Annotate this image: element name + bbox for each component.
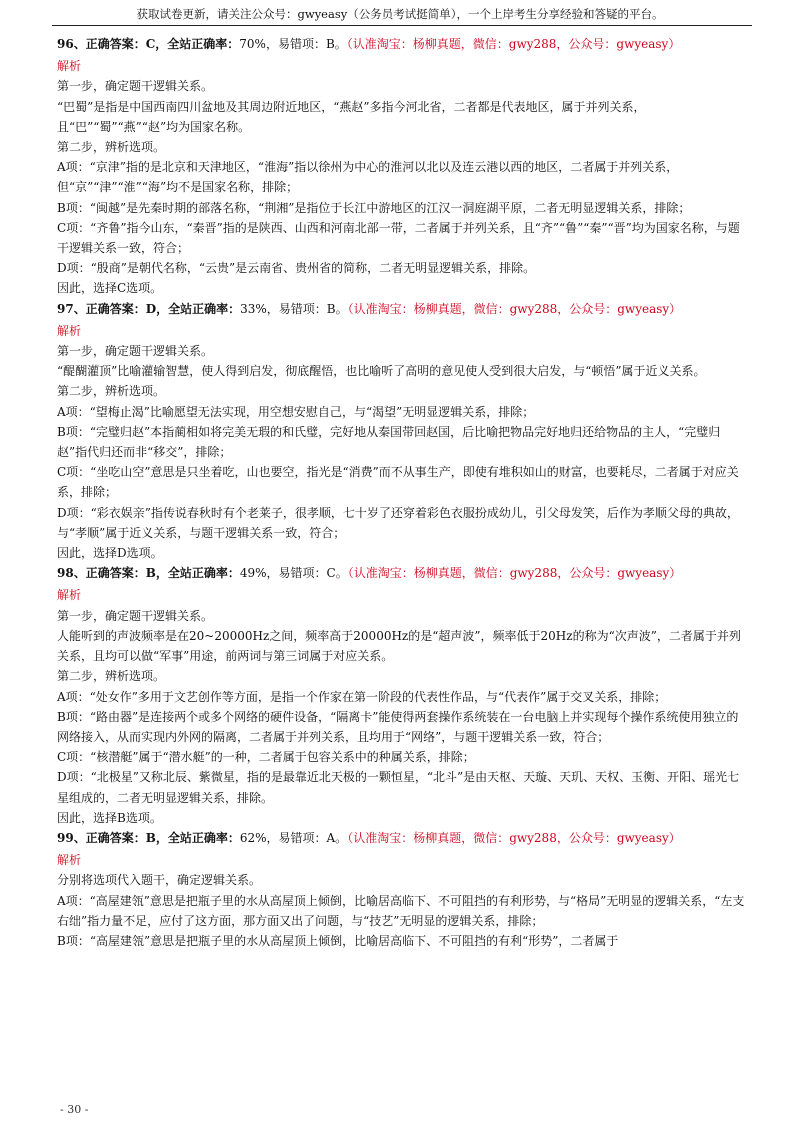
answer-line [57, 563, 750, 583]
answer-head: 99、正确答案：B，全站正确率： [57, 830, 240, 845]
analysis-line: B项：“路由器”是连接两个或多个网络的硬件设备，“隔离卡”能使得两套操作系统装在一台电脑上并实现每个操作系统使用独立的网络接入，从而实现内外网的隔离，二者属于并列关系，且均用于“网络”，与题干逻辑关系一致，符合； [57, 709, 739, 744]
analysis-label: 解析 [57, 59, 82, 74]
analysis-line: C项：“齐鲁”指今山东，“秦晋”指的是陕西、山西和河南北部一带，二者属于并列关系，且“齐”“鲁”“秦”“晋”均为国家名称，与题干逻辑关系一致，符合； [57, 220, 740, 256]
question-block-98 [57, 563, 750, 828]
analysis-label: 解析 [57, 323, 82, 338]
analysis-label: 解析 [57, 588, 82, 603]
answer-head: 98、正确答案：B，全站正确率： [57, 566, 240, 581]
analysis-line: 第二步，辨析选项。 [57, 384, 166, 399]
header-rule [52, 25, 752, 26]
answer-stats: 49%，易错项：C。 [239, 566, 348, 581]
analysis-line: C项：“核潜艇”属于“潜水艇”的一种，二者属于包容关系中的种属关系，排除； [57, 750, 475, 765]
analysis-line: 第二步，辨析选项。 [57, 669, 166, 684]
analysis-line: C项：“坐吃山空”意思是只坐着吃，山也要空，指光是“消费”而不从事生产，即使有堆积如山的财富，也要耗尽，二者属于对应关系，排除； [57, 465, 739, 500]
analysis-line: B项：“完璧归赵”本指蔺相如将完美无瑕的和氏璧，完好地从秦国带回赵国，后比喻把物品完好地归还给物品的主人，“完璧归赵”指代归还而非“移交”，排除； [57, 424, 721, 460]
promo-text: （认准淘宝：杨柳真题，微信：gwy288，公众号：gwyeasy） [347, 301, 682, 316]
analysis-line: B项：“高屋建瓴”意思是把瓶子里的水从高屋顶上倾倒，比喻居高临下、不可阻挡的有利“形势”，二者属于 [57, 933, 619, 948]
analysis-line: D项：“北极星”又称北辰、紫微星，指的是最靠近北天极的一颗恒星，“北斗”是由天枢、天璇、天玑、天权、玉衡、开阳、瑶光七星组成的，二者无明显逻辑关系，排除。 [57, 770, 740, 805]
promo-text: （认准淘宝：杨柳真题，微信：gwy288，公众号：gwyeasy） [346, 37, 681, 51]
analysis-line: 分别将选项代入题干，确定逻辑关系。 [57, 873, 262, 888]
analysis-line: A项：“望梅止渴”比喻愿望无法实现，用空想安慰自己，与“渴望”无明显逻辑关系，排除； [57, 404, 535, 419]
answer-line [57, 828, 750, 848]
analysis-line: 因此，选择D选项。 [57, 546, 163, 561]
analysis-line: D项：“殷商”是朝代名称，“云贵”是云南省、贵州省的简称，二者无明显逻辑关系，排除。 [57, 261, 536, 276]
answer-head: 97、正确答案：D，全站正确率： [57, 301, 241, 316]
analysis-line: 第一步，确定题干逻辑关系。 [57, 344, 214, 359]
analysis-line: 人能听到的声波频率是在20~20000Hz之间，频率高于20000Hz的是“超声波”，频率低于20Hz的称为“次声波”，二者属于并列关系，且均可以做“军事”用途，前两词与第三词属于对应关系。 [57, 628, 741, 664]
header-text: 获取试卷更新，请关注公众号：gwyeasy（公务员考试挺简单），一个上岸考生分享经验和答疑的平台。 [136, 7, 664, 21]
question-block-97 [57, 299, 750, 564]
answer-head: 96、正确答案：C，全站正确率： [57, 37, 240, 51]
analysis-line: A项：“高屋建瓴”意思是把瓶子里的水从高屋顶上倾倒，比喻居高临下、不可阻挡的有利形势，与“格局”无明显的逻辑关系，“左支右绌”指力量不足，应付了这方面，那方面又出了问题，与“技艺”无明显的逻辑关系，排除； [57, 893, 745, 928]
analysis-line: 第二步，辨析选项。 [57, 140, 166, 155]
analysis-line: A项：“京津”指的是北京和天津地区，“淮海”指以徐州为中心的淮河以北以及连云港以西的地区，二者属于并列关系，但“京”“津”“淮”“海”均不是国家名称，排除； [57, 160, 679, 195]
analysis-line: A项：“处女作”多用于文艺创作等方面，是指一个作家在第一阶段的代表性作品，与“代表作”属于交叉关系，排除； [57, 689, 667, 704]
promo-text: （认准淘宝：杨柳真题，微信：gwy288，公众号：gwyeasy） [347, 830, 681, 845]
analysis-line: “巴蜀”是指是中国西南四川盆地及其周边附近地区，“燕赵”多指今河北省，二者都是代表地区，属于并列关系，且“巴”“蜀”“燕”“赵”均为国家名称。 [57, 99, 646, 134]
question-block-99 [57, 828, 750, 951]
analysis-line: D项：“彩衣娱亲”指传说春秋时有个老莱子，很孝顺，七十岁了还穿着彩色衣服扮成幼儿，引父母发笑，后作为孝顺父母的典故，与“孝顺”属于近义关系，与题干逻辑关系一致，符合； [57, 505, 739, 540]
analysis-line: 因此，选择B选项。 [57, 810, 162, 825]
answer-stats: 70%，易错项：B。 [239, 37, 347, 51]
analysis-line: “醍醐灌顶”比喻灌输智慧，使人得到启发，彻底醒悟，也比喻听了高明的意见使人受到很大启发，与“顿悟”属于近义关系。 [57, 364, 706, 379]
analysis-line: 因此，选择C选项。 [57, 281, 163, 296]
page-number: - 30 - [60, 1103, 89, 1116]
analysis-line: 第一步，确定题干逻辑关系。 [57, 79, 214, 94]
analysis-label: 解析 [57, 853, 82, 868]
answer-line [57, 34, 750, 54]
page-content [57, 34, 750, 951]
analysis-line: 第一步，确定题干逻辑关系。 [57, 608, 214, 623]
answer-line [57, 299, 750, 319]
analysis-line: B项：“闽越”是先秦时期的部落名称，“荆湘”是指位于长江中游地区的江汉一洞庭湖平原，二者无明显逻辑关系，排除； [57, 200, 691, 215]
promo-text: （认准淘宝：杨柳真题，微信：gwy288，公众号：gwyeasy） [347, 566, 682, 581]
answer-stats: 62%，易错项：A。 [239, 830, 348, 845]
question-block-96 [57, 34, 750, 299]
page-header [0, 6, 800, 22]
answer-stats: 33%，易错项：B。 [240, 301, 348, 316]
